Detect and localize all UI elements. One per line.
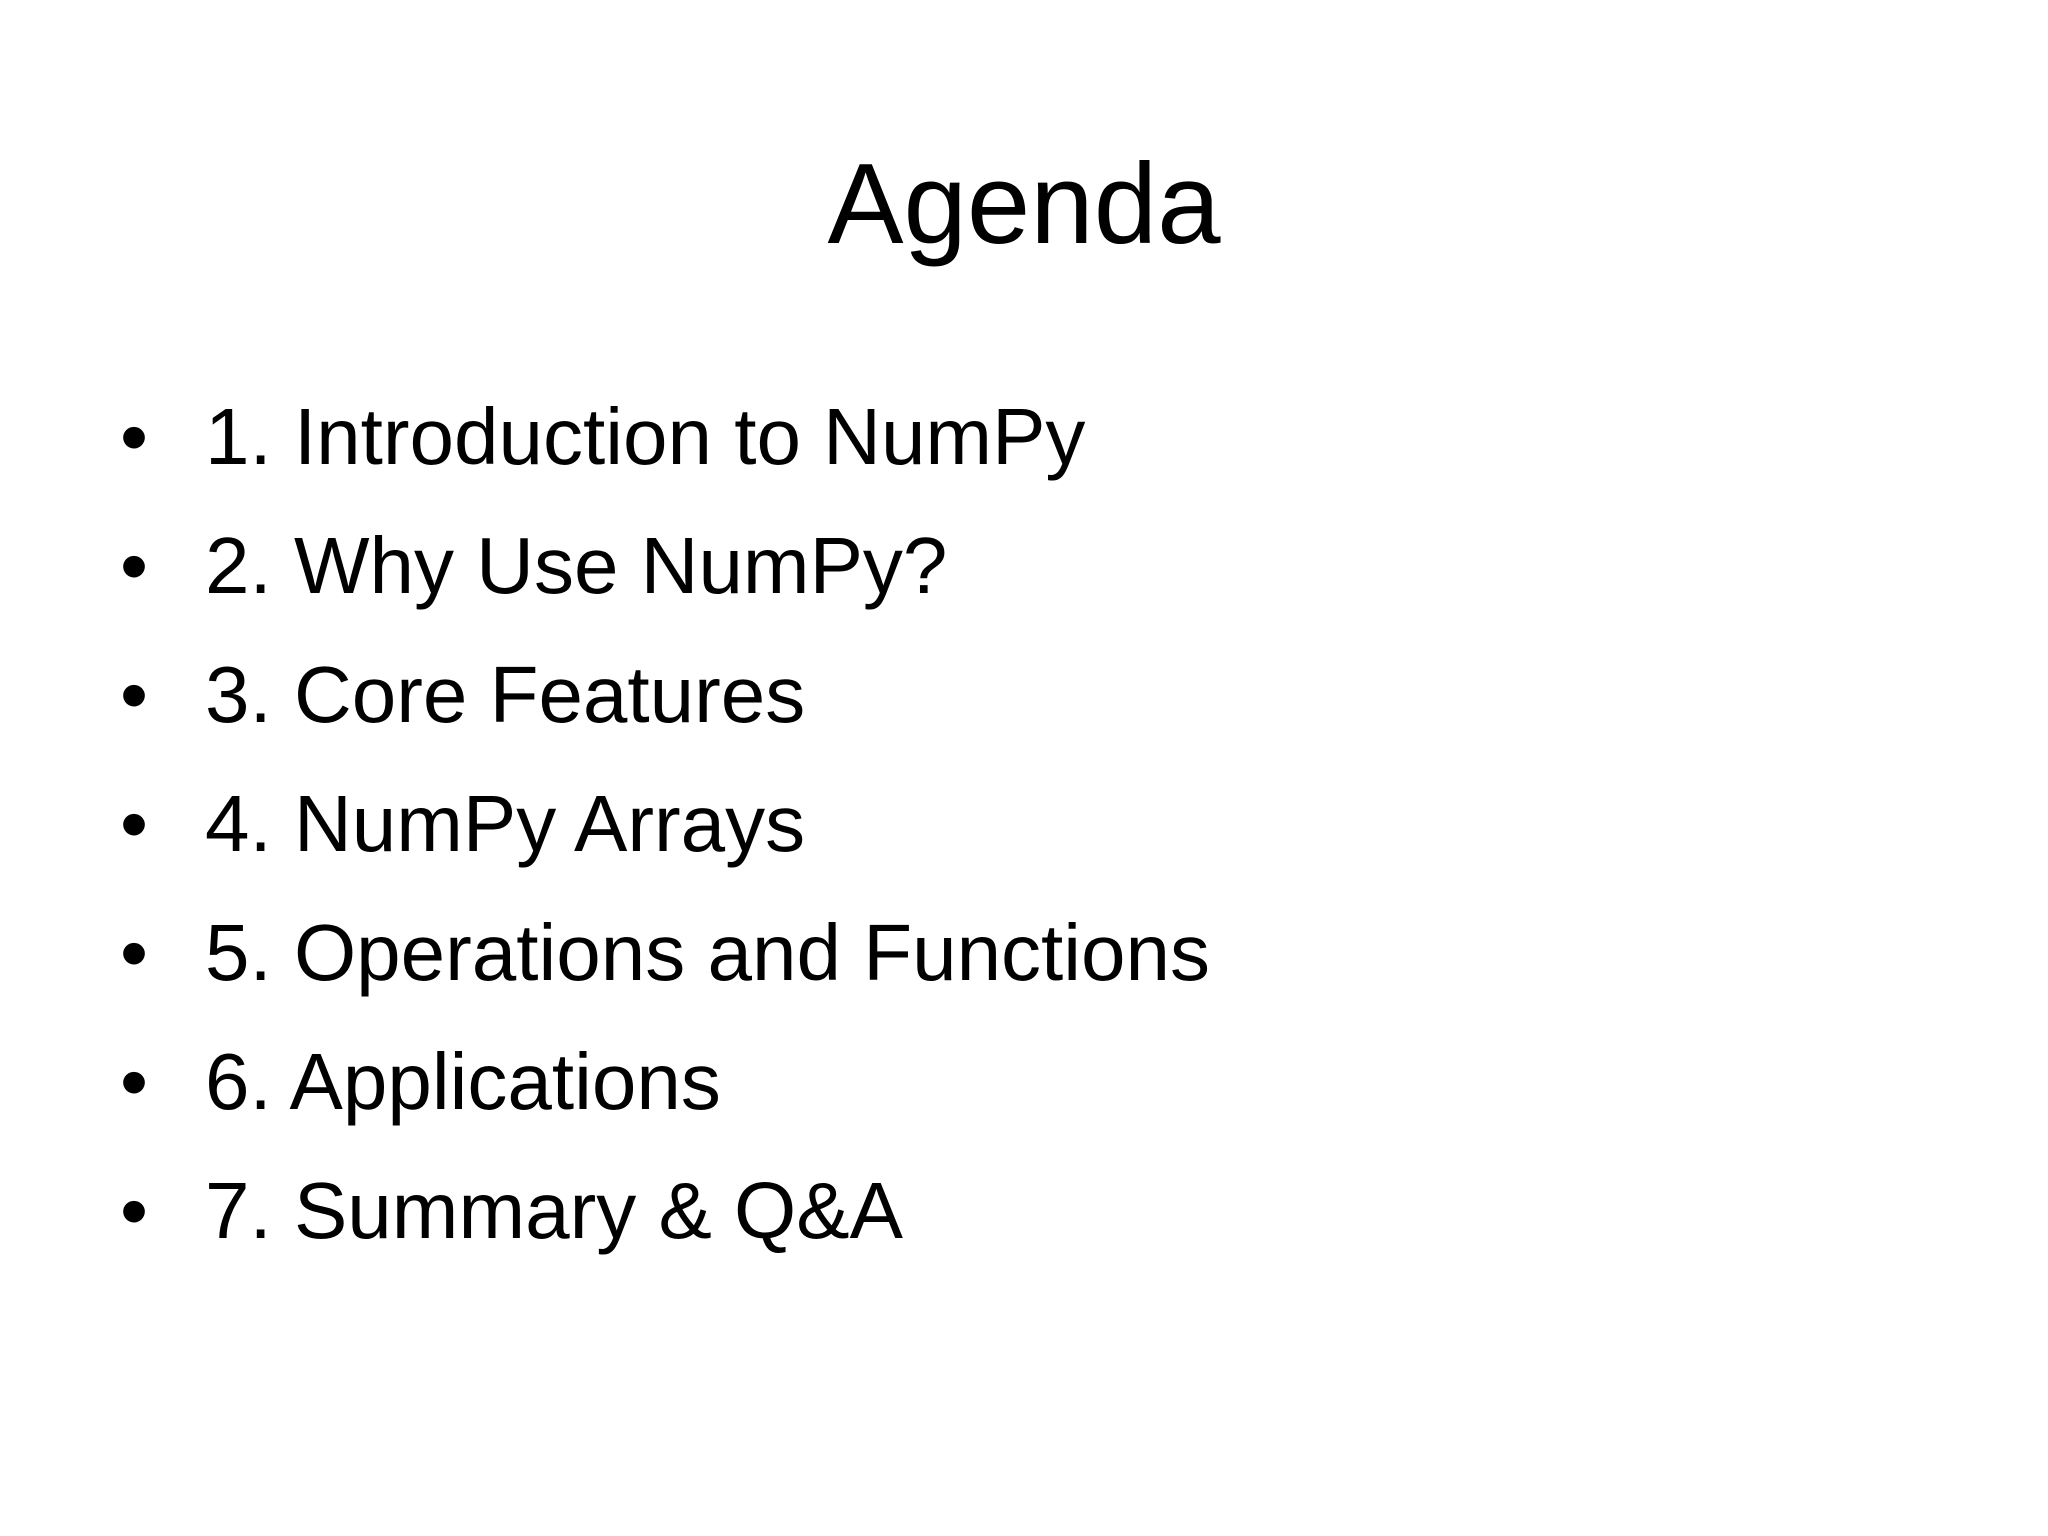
list-item xyxy=(120,888,1210,1017)
list-item xyxy=(120,759,1210,888)
bullet-icon: • xyxy=(120,779,149,868)
agenda-list xyxy=(120,372,1210,1275)
bullet-icon: • xyxy=(120,1166,149,1255)
list-item xyxy=(120,630,1210,759)
list-item-text: 4. NumPy Arrays xyxy=(205,779,806,868)
list-item-text: 6. Applications xyxy=(205,1037,721,1126)
list-item xyxy=(120,501,1210,630)
bullet-icon: • xyxy=(120,392,149,481)
list-item-text: 5. Operations and Functions xyxy=(205,908,1211,997)
list-item-text: 2. Why Use NumPy? xyxy=(205,521,948,610)
slide-title: Agenda xyxy=(827,141,1221,268)
list-item xyxy=(120,1017,1210,1146)
bullet-icon: • xyxy=(120,650,149,739)
bullet-icon: • xyxy=(120,521,149,610)
bullet-icon: • xyxy=(120,908,149,997)
list-item xyxy=(120,1146,1210,1275)
list-item-text: 3. Core Features xyxy=(205,650,806,739)
list-item-text: 7. Summary & Q&A xyxy=(205,1166,903,1255)
list-item xyxy=(120,372,1210,501)
bullet-icon: • xyxy=(120,1037,149,1126)
list-item-text: 1. Introduction to NumPy xyxy=(205,392,1086,481)
